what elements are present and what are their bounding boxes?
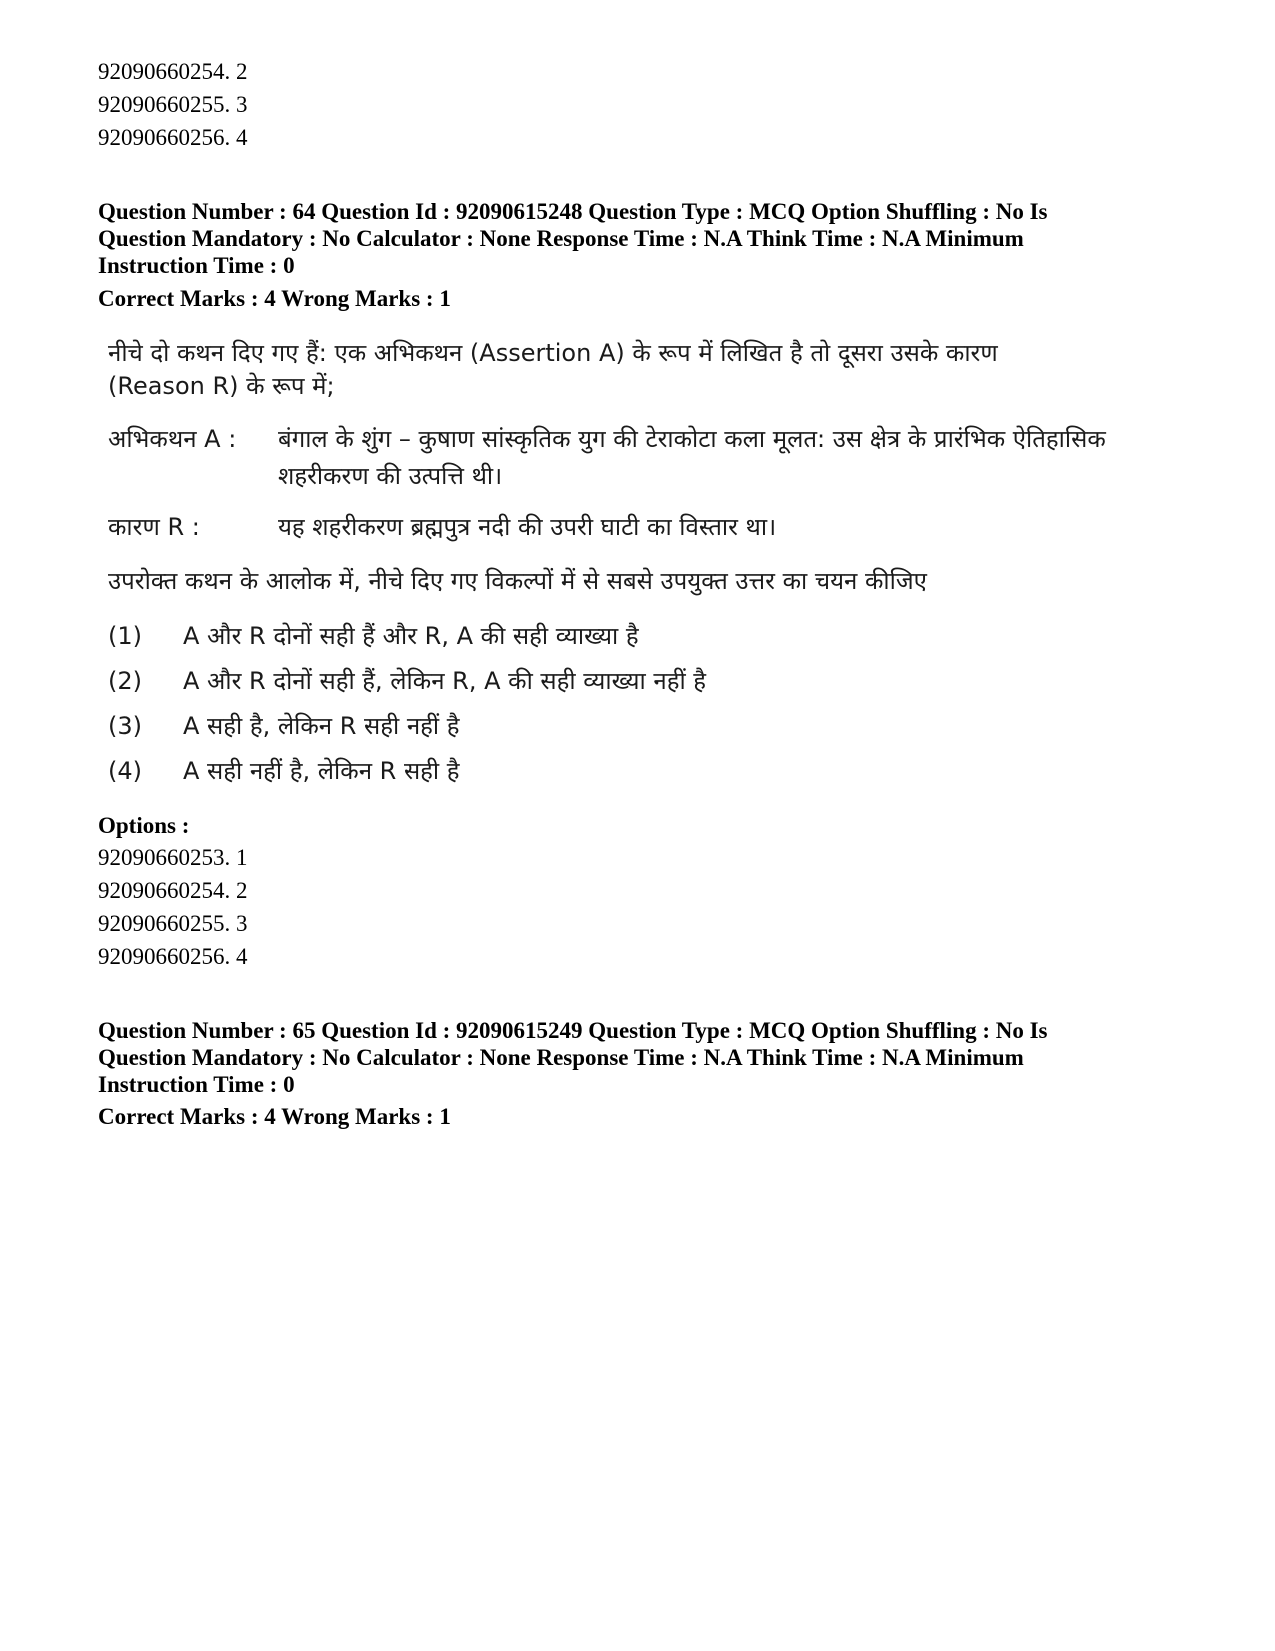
q64-header-line-2: Question Mandatory : No Calculator : None Response Time : N.A Think Time : N.A Minimum (98, 226, 1024, 251)
q64-assertion-label: अभिकथन A : (108, 425, 237, 453)
q64-choice-2-text: A और R दोनों सही हैं, लेकिन R, A की सही व्याख्या नहीं है (183, 667, 707, 695)
q64-choice-3-text: A सही है, लेकिन R सही नहीं है (183, 712, 460, 740)
q64-option-4: 92090660256. 4 (98, 944, 248, 969)
top-option-3: 92090660256. 4 (98, 125, 248, 150)
q64-option-2: 92090660254. 2 (98, 878, 248, 903)
q64-assertion-text: बंगाल के शुंग – कुषाण सांस्कृतिक युग की टेराकोटा कला मूलत: उस क्षेत्र के प्रारंभिक ऐतिहासिक शहरीकरण की उत्पत्ति थी। (278, 425, 1106, 490)
q64-header-line-1: Question Number : 64 Question Id : 92090615248 Question Type : MCQ Option Shuffling : No Is (98, 199, 1048, 224)
q64-marks: Correct Marks : 4 Wrong Marks : 1 (98, 286, 451, 311)
q64-header-line-3: Instruction Time : 0 (98, 253, 295, 278)
q64-option-3: 92090660255. 3 (98, 911, 248, 936)
q64-intro-line-2: (Reason R) के रूप में; (108, 372, 335, 400)
q64-choice-4-number: (4) (108, 757, 142, 785)
q65-header-line-3: Instruction Time : 0 (98, 1072, 295, 1097)
q65-marks: Correct Marks : 4 Wrong Marks : 1 (98, 1104, 451, 1129)
top-option-1: 92090660254. 2 (98, 59, 248, 84)
top-option-2: 92090660255. 3 (98, 92, 248, 117)
q64-instruction: उपरोक्त कथन के आलोक में, नीचे दिए गए विकल्पों में से सबसे उपयुक्त उत्तर का चयन कीजिए (108, 567, 927, 595)
q64-reason-text: यह शहरीकरण ब्रह्मपुत्र नदी की उपरी घाटी का विस्तार था। (278, 513, 777, 541)
q64-choice-3-number: (3) (108, 712, 142, 740)
q65-header-line-2: Question Mandatory : No Calculator : None Response Time : N.A Think Time : N.A Minimum (98, 1045, 1024, 1070)
q64-choice-4-text: A सही नहीं है, लेकिन R सही है (183, 757, 460, 785)
q64-intro-line-1: नीचे दो कथन दिए गए हैं: एक अभिकथन (Assertion A) के रूप में लिखित है तो दूसरा उसके कारण (108, 339, 998, 367)
q64-choice-1-text: A और R दोनों सही हैं और R, A की सही व्याख्या है (183, 622, 639, 650)
q64-question-image (108, 335, 1153, 835)
q64-options-label: Options : (98, 813, 190, 838)
q64-reason-label: कारण R : (108, 513, 200, 541)
q64-choice-1-number: (1) (108, 622, 142, 650)
q65-header-line-1: Question Number : 65 Question Id : 92090615249 Question Type : MCQ Option Shuffling : No Is (98, 1018, 1048, 1043)
q64-choice-2-number: (2) (108, 667, 142, 695)
q64-option-1: 92090660253. 1 (98, 845, 248, 870)
